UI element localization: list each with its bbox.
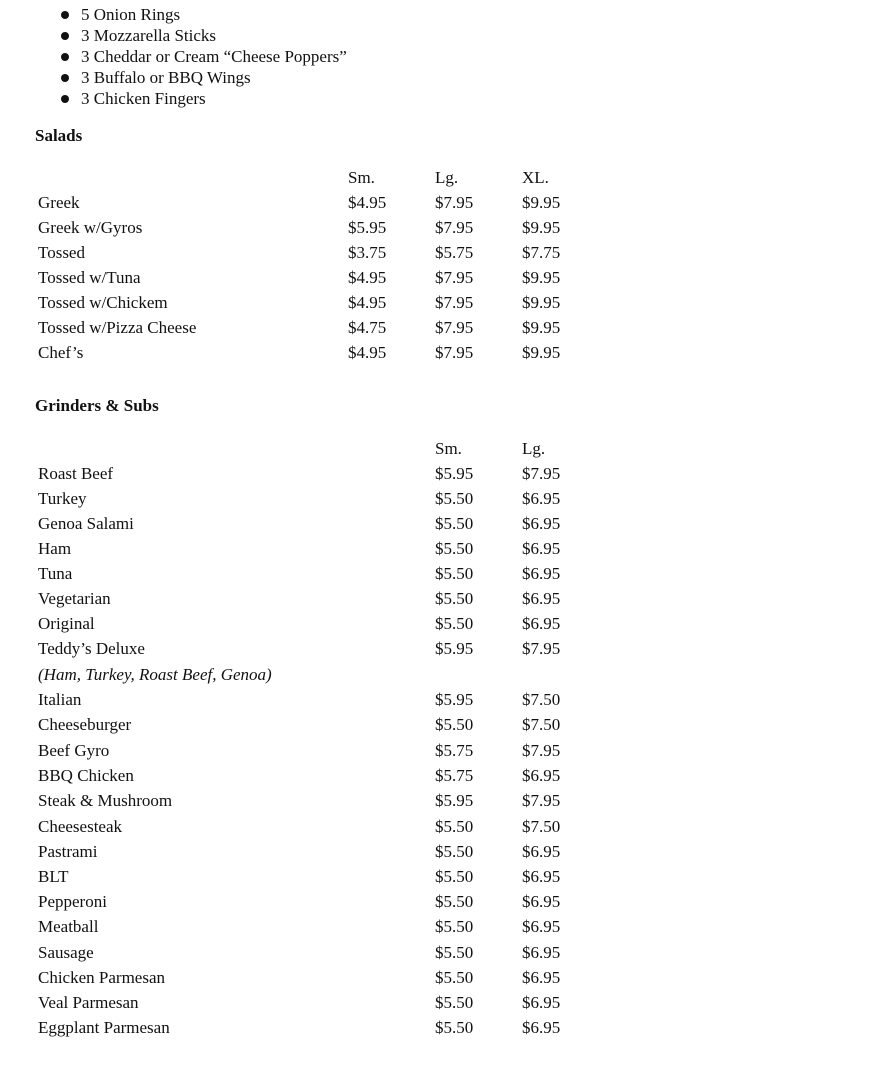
item-name: Vegetarian: [38, 589, 111, 608]
price-sm: $5.50: [435, 892, 474, 911]
item-name: Turkey: [38, 489, 87, 508]
salads-heading: Salads: [35, 126, 83, 145]
price-sm: $3.75: [348, 243, 387, 262]
item-name: Roast Beef: [38, 464, 114, 483]
price-sm: $5.50: [435, 968, 474, 987]
appetizer-bullet-list: [58, 4, 347, 109]
grinder-row: [0, 790, 878, 812]
price-sm: $5.50: [435, 867, 474, 886]
grinder-row: [0, 891, 878, 913]
bullet-icon: [61, 53, 69, 61]
price-xl: $9.95: [522, 268, 561, 287]
price-xl: $7.75: [522, 243, 561, 262]
price-sm: $5.50: [435, 715, 474, 734]
item-name: Greek: [38, 193, 80, 212]
item-name: BLT: [38, 867, 69, 886]
item-name: Chef’s: [38, 343, 84, 362]
price-sm: $4.75: [348, 318, 387, 337]
price-lg: $7.95: [522, 791, 561, 810]
item-name: Chicken Parmesan: [38, 968, 165, 987]
grinder-row: [0, 689, 878, 711]
price-sm: $5.50: [435, 489, 474, 508]
bullet-item: [58, 67, 347, 88]
column-header-lg: Lg.: [522, 439, 546, 458]
price-lg: $6.95: [522, 514, 561, 533]
price-sm: $4.95: [348, 268, 387, 287]
price-sm: $5.50: [435, 943, 474, 962]
price-lg: $7.95: [522, 741, 561, 760]
bullet-item-text: 3 Buffalo or BBQ Wings: [81, 68, 251, 87]
price-sm: $5.50: [435, 614, 474, 633]
bullet-icon: [61, 32, 69, 40]
price-sm: $5.95: [348, 218, 387, 237]
price-lg: $7.95: [522, 464, 561, 483]
column-header-lg: Lg.: [435, 168, 459, 187]
price-sm: $4.95: [348, 193, 387, 212]
bullet-item-text: 3 Cheddar or Cream “Cheese Poppers”: [81, 47, 347, 66]
item-name: BBQ Chicken: [38, 766, 134, 785]
grinders-column-header: [0, 438, 878, 460]
price-sm: $5.50: [435, 1018, 474, 1037]
grinder-row: [0, 942, 878, 964]
grinder-row: [0, 613, 878, 635]
item-name: Tossed w/Chickem: [38, 293, 168, 312]
bullet-item-text: 5 Onion Rings: [81, 5, 181, 24]
item-name: Italian: [38, 690, 82, 709]
item-name: Pepperoni: [38, 892, 107, 911]
grinder-row: [0, 588, 878, 610]
price-sm: $5.75: [435, 741, 474, 760]
price-sm: $5.50: [435, 993, 474, 1012]
bullet-item: [58, 25, 347, 46]
grinder-row: [0, 916, 878, 938]
grinder-row: [0, 513, 878, 535]
grinder-row: [0, 841, 878, 863]
price-lg: $7.95: [435, 293, 474, 312]
item-name: Pastrami: [38, 842, 98, 861]
price-sm: $4.95: [348, 293, 387, 312]
grinder-row: [0, 563, 878, 585]
grinder-row: [0, 638, 878, 660]
price-sm: $5.50: [435, 817, 474, 836]
price-sm: $5.95: [435, 690, 474, 709]
item-name: Ham: [38, 539, 72, 558]
column-header-xl: XL.: [522, 168, 549, 187]
price-lg: $6.95: [522, 968, 561, 987]
salads-column-header: [0, 167, 878, 189]
grinder-row: [0, 992, 878, 1014]
bullet-icon: [61, 95, 69, 103]
item-name: Sausage: [38, 943, 94, 962]
price-lg: $7.95: [435, 218, 474, 237]
salad-row: [0, 242, 878, 264]
price-lg: $6.95: [522, 614, 561, 633]
price-lg: $7.50: [522, 715, 561, 734]
item-name: Tossed w/Pizza Cheese: [38, 318, 197, 337]
price-lg: $7.95: [522, 639, 561, 658]
price-lg: $7.50: [522, 817, 561, 836]
item-name: Cheesesteak: [38, 817, 123, 836]
item-name: Genoa Salami: [38, 514, 134, 533]
price-xl: $9.95: [522, 293, 561, 312]
item-name: Original: [38, 614, 95, 633]
price-xl: $9.95: [522, 343, 561, 362]
item-name: Greek w/Gyros: [38, 218, 143, 237]
grinder-row: [0, 866, 878, 888]
price-lg: $7.95: [435, 343, 474, 362]
price-lg: $6.95: [522, 943, 561, 962]
item-name: Tuna: [38, 564, 73, 583]
salad-row: [0, 292, 878, 314]
price-lg: $7.95: [435, 268, 474, 287]
salad-row: [0, 267, 878, 289]
grinder-row: [0, 765, 878, 787]
item-name: Veal Parmesan: [38, 993, 139, 1012]
price-lg: $6.95: [522, 867, 561, 886]
bullet-item: [58, 46, 347, 67]
price-sm: $5.95: [435, 791, 474, 810]
price-sm: $5.95: [435, 639, 474, 658]
price-lg: $6.95: [522, 489, 561, 508]
bullet-icon: [61, 74, 69, 82]
price-sm: $5.50: [435, 842, 474, 861]
price-sm: $4.95: [348, 343, 387, 362]
grinder-row: [0, 1017, 878, 1039]
price-sm: $5.50: [435, 589, 474, 608]
price-lg: $7.50: [522, 690, 561, 709]
grinders-heading: Grinders & Subs: [35, 396, 159, 415]
price-lg: $5.75: [435, 243, 474, 262]
item-name: Teddy’s Deluxe: [38, 639, 145, 658]
price-sm: $5.95: [435, 464, 474, 483]
price-lg: $6.95: [522, 993, 561, 1012]
item-name: Tossed: [38, 243, 85, 262]
grinder-row: [0, 488, 878, 510]
bullet-item-text: 3 Mozzarella Sticks: [81, 26, 217, 45]
item-name: Steak & Mushroom: [38, 791, 173, 810]
column-header-sm: Sm.: [435, 439, 462, 458]
column-header-sm: Sm.: [348, 168, 375, 187]
bullet-item: [58, 88, 347, 109]
grinder-row: [0, 816, 878, 838]
item-name: Meatball: [38, 917, 99, 936]
salad-row: [0, 192, 878, 214]
price-lg: $6.95: [522, 539, 561, 558]
grinder-row: [0, 714, 878, 736]
price-sm: $5.75: [435, 766, 474, 785]
item-name: Cheeseburger: [38, 715, 132, 734]
grinder-row: [0, 740, 878, 762]
grinder-row: [0, 463, 878, 485]
price-lg: $6.95: [522, 1018, 561, 1037]
price-xl: $9.95: [522, 193, 561, 212]
price-sm: $5.50: [435, 917, 474, 936]
price-lg: $7.95: [435, 193, 474, 212]
price-sm: $5.50: [435, 539, 474, 558]
item-name: Eggplant Parmesan: [38, 1018, 170, 1037]
price-lg: $6.95: [522, 766, 561, 785]
grinder-row: [0, 967, 878, 989]
salad-row: [0, 217, 878, 239]
price-sm: $5.50: [435, 514, 474, 533]
price-sm: $5.50: [435, 564, 474, 583]
bullet-item-text: 3 Chicken Fingers: [81, 89, 206, 108]
price-lg: $6.95: [522, 842, 561, 861]
salad-row: [0, 317, 878, 339]
price-lg: $6.95: [522, 892, 561, 911]
salad-row: [0, 342, 878, 364]
price-lg: $6.95: [522, 917, 561, 936]
bullet-icon: [61, 11, 69, 19]
price-xl: $9.95: [522, 218, 561, 237]
bullet-item: [58, 4, 347, 25]
price-xl: $9.95: [522, 318, 561, 337]
price-lg: $6.95: [522, 564, 561, 583]
item-name: Tossed w/Tuna: [38, 268, 141, 287]
item-description-note: (Ham, Turkey, Roast Beef, Genoa): [38, 665, 272, 684]
price-lg: $6.95: [522, 589, 561, 608]
price-lg: $7.95: [435, 318, 474, 337]
grinder-row: [0, 538, 878, 560]
item-name: Beef Gyro: [38, 741, 110, 760]
